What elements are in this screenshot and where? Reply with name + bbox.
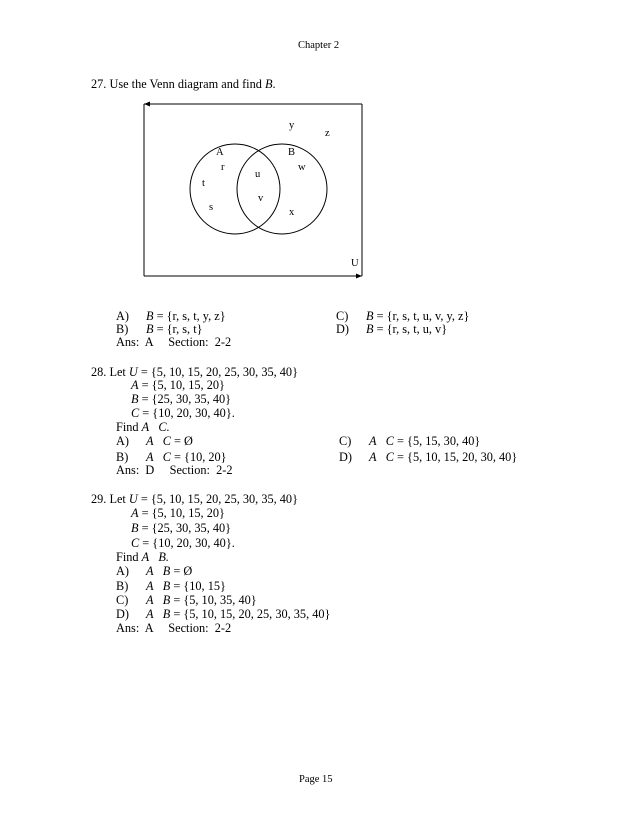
set-def: = {10, 20, 30, 40}.	[142, 406, 235, 420]
option-text: = {10, 15}	[173, 579, 226, 593]
q28-number: 28.	[91, 365, 107, 379]
option-letter: D)	[336, 322, 349, 336]
option-var: A	[146, 593, 154, 607]
find-var: A	[141, 550, 150, 564]
let-word: Let	[109, 365, 126, 379]
set-def: = {5, 10, 15, 20}	[141, 506, 225, 520]
set-def: = {5, 10, 15, 20, 25, 30, 35, 40}	[140, 365, 298, 379]
q29-option-c: C)	[116, 593, 129, 607]
q28-option-a: A)	[116, 434, 129, 448]
element-r: r	[221, 162, 225, 173]
q29-option-d-text	[146, 608, 330, 620]
option-text: = {r, s, t, y, z}	[156, 309, 226, 323]
q29-answer: Ans: A Section: 2-2	[116, 621, 232, 635]
set-var: A	[131, 506, 139, 520]
find-var: C.	[158, 420, 170, 434]
set-var: U	[128, 365, 138, 379]
option-text: = {r, s, t, u, v}	[376, 322, 448, 336]
set-a-label: A	[216, 147, 224, 158]
option-text: = {5, 10, 35, 40}	[173, 593, 257, 607]
element-t: t	[202, 178, 205, 189]
find-var: A	[141, 420, 150, 434]
option-text: = {r, s, t}	[156, 322, 203, 336]
q29-find	[116, 551, 169, 563]
option-var: C	[162, 450, 171, 464]
option-var: B	[366, 309, 374, 323]
option-text: = {5, 10, 15, 20, 30, 40}	[397, 450, 518, 464]
q28-option-b: B)	[116, 450, 129, 464]
q27-option-b	[116, 323, 128, 335]
q28-option-c-text	[369, 435, 480, 447]
q29-set-c	[131, 537, 235, 549]
element-z: z	[325, 128, 330, 139]
option-letter: A)	[116, 309, 129, 323]
option-letter: C)	[336, 309, 349, 323]
q27-prompt: Use the Venn diagram and find	[109, 77, 262, 91]
find-var: B.	[158, 550, 169, 564]
set-b-circle	[237, 144, 327, 234]
set-def: = {25, 30, 35, 40}	[141, 521, 232, 535]
option-text: = {r, s, t, u, v, y, z}	[376, 309, 470, 323]
option-text: = {5, 15, 30, 40}	[397, 434, 481, 448]
set-var: A	[131, 378, 139, 392]
q27-option-d-text	[366, 323, 447, 335]
option-letter: B)	[116, 322, 129, 336]
element-u: u	[255, 169, 261, 180]
set-var: C	[131, 406, 140, 420]
set-b-label: B	[288, 147, 296, 158]
set-var: B	[131, 521, 139, 535]
element-y: y	[289, 120, 295, 131]
q28-answer: Ans: D Section: 2-2	[116, 463, 233, 477]
q29-option-d: D)	[116, 607, 129, 621]
q27-prompt-end: .	[272, 77, 276, 91]
q29-option-b-text	[146, 580, 226, 592]
q27-number: 27.	[91, 77, 107, 91]
option-var: B	[162, 593, 171, 607]
q28-option-d: D)	[339, 450, 352, 464]
arrow-head-bottom	[356, 274, 362, 279]
q27-option-c	[336, 310, 348, 322]
option-var: C	[385, 450, 394, 464]
option-var: A	[146, 434, 154, 448]
q27-answer: Ans: A Section: 2-2	[116, 335, 232, 349]
q28-set-b	[131, 393, 231, 405]
set-def: = {10, 20, 30, 40}.	[142, 536, 235, 550]
set-a-circle	[190, 144, 280, 234]
option-var: A	[146, 450, 154, 464]
universe-label: U	[351, 258, 359, 269]
page-footer: Page 15	[299, 774, 333, 785]
q28-option-d-text	[369, 451, 517, 463]
q29-option-a-text	[146, 565, 192, 577]
option-var: C	[162, 434, 171, 448]
option-var: B	[162, 579, 171, 593]
q27-option-a-text	[146, 310, 226, 322]
find-word: Find	[116, 420, 139, 434]
q29-number: 29.	[91, 492, 107, 506]
option-text: = {10, 20}	[174, 450, 227, 464]
q29-option-c-text	[146, 594, 257, 606]
option-var: A	[146, 564, 154, 578]
q27-option-c-text	[366, 310, 469, 322]
q28-find	[116, 421, 170, 433]
running-header: Chapter 2	[298, 40, 340, 51]
q29-set-b	[131, 522, 231, 534]
q28-set-a	[131, 379, 225, 391]
element-x: x	[289, 207, 295, 218]
q28-stem	[91, 366, 298, 378]
option-var: B	[366, 322, 374, 336]
q29-set-a	[131, 507, 225, 519]
q28-set-c	[131, 407, 235, 419]
set-def: = {5, 10, 15, 20, 25, 30, 35, 40}	[140, 492, 298, 506]
option-var: A	[146, 607, 154, 621]
arrow-head-top	[144, 102, 150, 107]
set-var: U	[128, 492, 138, 506]
q28-option-a-text	[146, 435, 193, 447]
q27-option-a	[116, 310, 129, 322]
q27-prompt-var: B	[264, 77, 273, 91]
option-var: A	[369, 450, 377, 464]
element-v: v	[258, 193, 264, 204]
option-var: A	[146, 579, 154, 593]
find-word: Find	[116, 550, 139, 564]
option-text: = {5, 10, 15, 20, 25, 30, 35, 40}	[173, 607, 331, 621]
q29-option-a: A)	[116, 564, 129, 578]
set-var: B	[131, 392, 139, 406]
option-var: B	[162, 564, 171, 578]
option-text: = Ø	[173, 564, 193, 578]
element-s: s	[209, 202, 214, 213]
q27-option-d	[336, 323, 349, 335]
set-def: = {25, 30, 35, 40}	[141, 392, 232, 406]
q29-stem	[91, 493, 298, 505]
q28-option-b-text	[146, 451, 227, 463]
option-text: = Ø	[174, 434, 193, 448]
option-var: A	[369, 434, 377, 448]
option-var: B	[162, 607, 171, 621]
option-var: B	[146, 309, 154, 323]
let-word: Let	[109, 492, 126, 506]
set-var: C	[131, 536, 140, 550]
q29-option-b: B)	[116, 579, 129, 593]
option-var: B	[146, 322, 154, 336]
q28-option-c: C)	[339, 434, 352, 448]
q27-option-b-text	[146, 323, 203, 335]
element-w: w	[298, 162, 306, 173]
option-var: C	[385, 434, 394, 448]
set-def: = {5, 10, 15, 20}	[141, 378, 225, 392]
